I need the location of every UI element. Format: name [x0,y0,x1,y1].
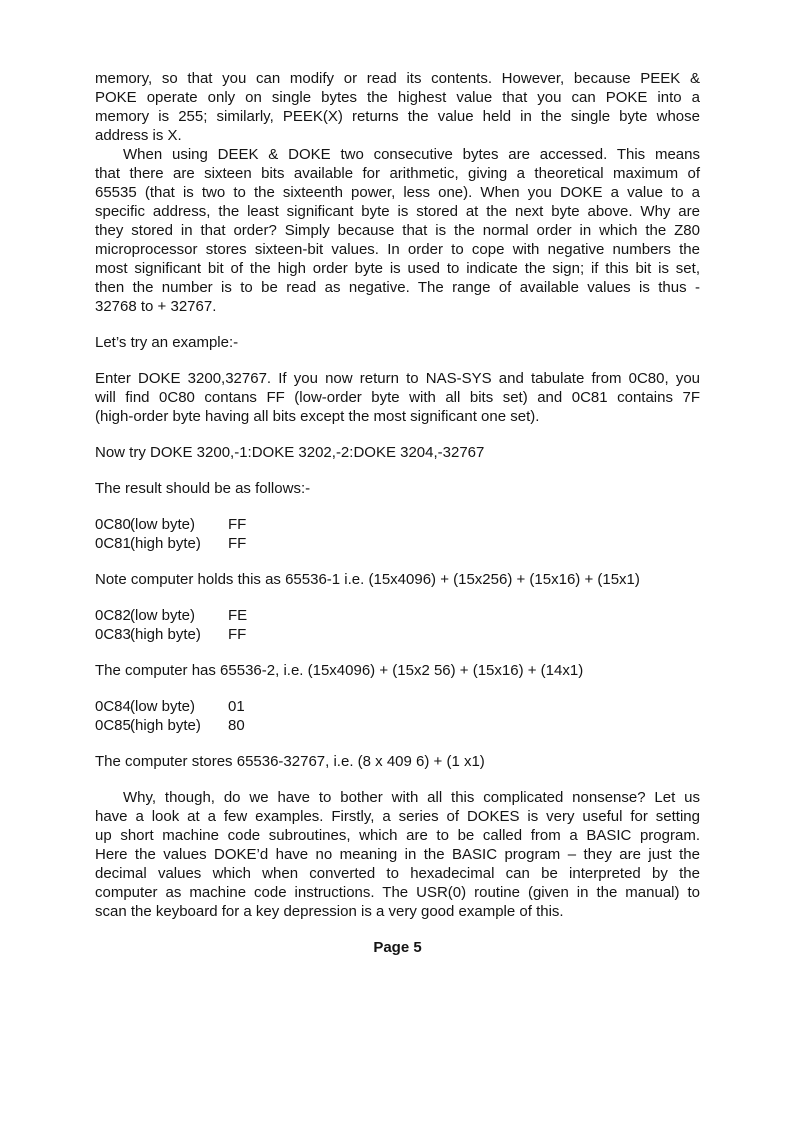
text-line: then the number is to be read as negative. The range of available values is thus - [95,279,700,296]
memory-address: 0C84 [95,698,131,715]
text-line: Here the values DOKE’d have no meaning in the BASIC program – they are just the [95,846,700,863]
text-line: have a look at a few examples. Firstly, a series of DOKES is very useful for setting [95,808,700,825]
text-line: microprocessor stores sixteen-bit values. In order to cope with negative numbers the [95,241,700,258]
document-content [95,69,700,957]
memory-label: (high byte) [130,535,201,552]
text-line: The computer has 65536-2, i.e. (15x4096) + (15x2 56) + (15x16) + (14x1) [95,662,584,679]
text-line: Note computer holds this as 65536-1 i.e. (15x4096) + (15x256) + (15x16) + (15x1) [95,571,640,588]
page-footer: Page 5 [373,939,422,956]
text-line: Enter DOKE 3200,32767. If you now return to NAS-SYS and tabulate from 0C80, you [95,370,700,387]
memory-table-row [95,625,700,644]
memory-address: 0C85 [95,717,131,734]
text-line: (high-order byte having all bits except the most significant one set). [95,408,540,425]
text-line: computer as machine code instructions. The USR(0) routine (given in the manual) to [95,884,700,901]
text-line: 65535 (that is two to the sixteenth power, less one). When you DOKE a value to a [95,184,700,201]
memory-value: 01 [228,698,245,715]
memory-label: (low byte) [130,698,196,715]
memory-label: (high byte) [130,626,201,643]
memory-address: 0C80 [95,516,131,533]
memory-table [95,697,700,735]
text-line: memory, so that you can modify or read its contents. However, because PEEK & [95,70,700,87]
memory-address: 0C82 [95,607,131,624]
text-line: 32768 to + 32767. [95,298,217,315]
text-line: that there are sixteen bits available for arithmetic, giving a theoretical maximum of [95,165,700,182]
text-line: most significant bit of the high order byte is used to indicate the sign; if this bit is set, [95,260,700,277]
memory-label: (high byte) [130,717,201,734]
text-line: Let’s try an example:- [95,334,239,351]
text-line: decimal values which when converted to hexadecimal can be interpreted by the [95,865,700,882]
text-line: POKE operate only on single bytes the highest value that you can POKE into a [95,89,700,106]
text-line: will find 0C80 contans FF (low-order byte with all bits set) and 0C81 contains 7F [95,389,700,406]
memory-value: 80 [228,717,245,734]
memory-table [95,606,700,644]
text-paragraph [95,369,700,426]
text-line: they stored in that order? Simply because that is the normal order in which the Z80 [95,222,700,239]
memory-value: FE [228,607,248,624]
text-line: up short machine code subroutines, which are to be called from a BASIC program. [95,827,700,844]
memory-table-row [95,606,700,625]
text-line: scan the keyboard for a key depression is a very good example of this. [95,903,564,920]
text-line: Why, though, do we have to bother with all this complicated nonsense? Let us [123,789,700,806]
text-paragraph [95,145,700,316]
memory-table [95,515,700,553]
memory-label: (low byte) [130,607,196,624]
memory-table-row [95,697,700,716]
memory-value: FF [228,535,247,552]
memory-label: (low byte) [130,516,196,533]
text-line: specific address, the least significant byte is stored at the next byte above. Why are [95,203,700,220]
memory-table-row [95,515,700,534]
text-paragraph [95,788,700,921]
memory-address: 0C81 [95,535,131,552]
text-line: memory is 255; similarly, PEEK(X) returns the value held in the single byte whose [95,108,700,125]
memory-value: FF [228,626,247,643]
text-line: The result should be as follows:- [95,480,311,497]
memory-value: FF [228,516,247,533]
memory-table-row [95,534,700,553]
text-paragraph [95,69,700,145]
memory-address: 0C83 [95,626,131,643]
text-line: address is X. [95,127,182,144]
text-line: Now try DOKE 3200,-1:DOKE 3202,-2:DOKE 3204,-32767 [95,444,485,461]
text-line: When using DEEK & DOKE two consecutive bytes are accessed. This means [123,146,700,163]
memory-table-row [95,716,700,735]
text-line: The computer stores 65536-32767, i.e. (8 x 409 6) + (1 x1) [95,753,485,770]
